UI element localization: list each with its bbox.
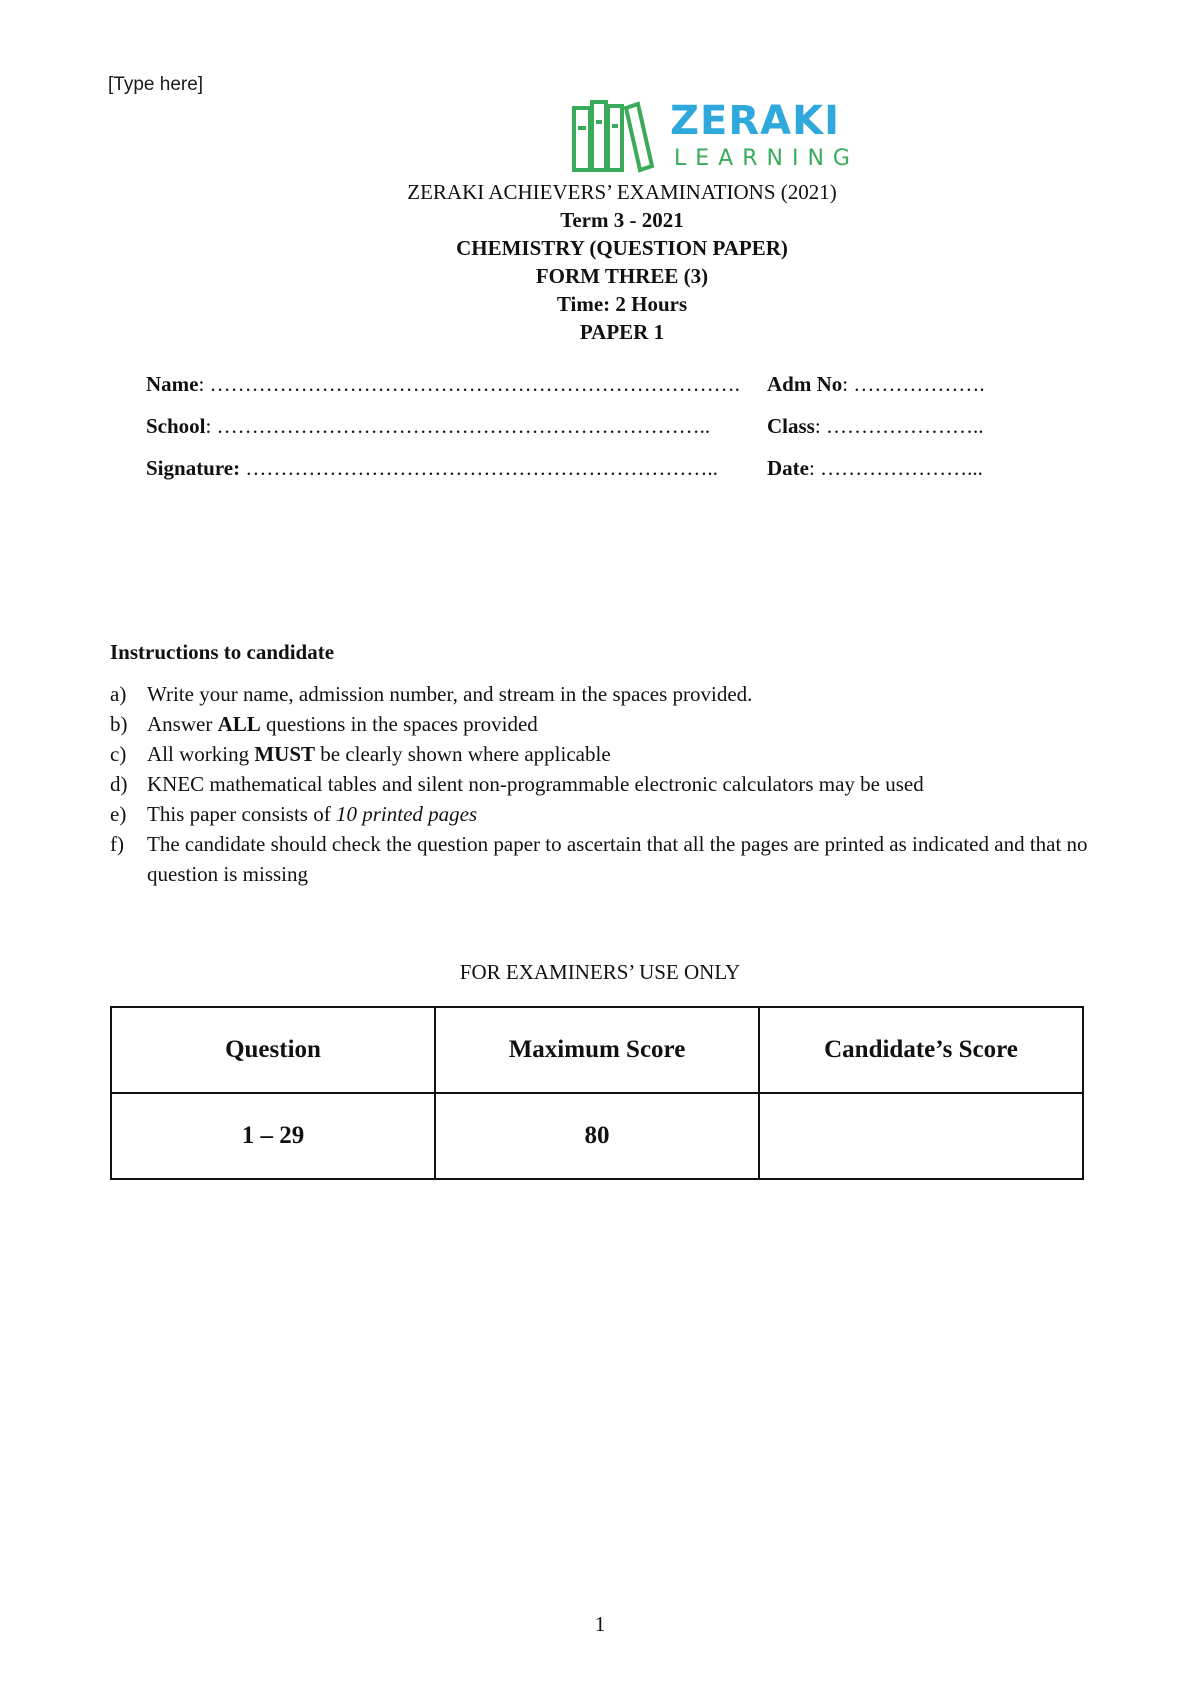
instruction-text-post: be clearly shown where applicable	[315, 742, 611, 766]
logo-wordmark: ZERAKI	[670, 98, 840, 144]
table-header-cell: Maximum Score	[435, 1007, 759, 1093]
instruction-text: Write your name, admission number, and stream in the spaces provided.	[147, 682, 753, 706]
instruction-text-pre: All working	[147, 742, 255, 766]
school-dots: : ……………………………………………………………..	[205, 414, 711, 438]
logo-subtitle: LEARNING	[674, 146, 859, 171]
instruction-marker: b)	[110, 712, 128, 736]
table-header-cell: Question	[111, 1007, 435, 1093]
instruction-marker: f)	[110, 832, 124, 856]
table-header-row	[111, 1007, 1083, 1093]
instruction-text-pre: Answer	[147, 712, 218, 736]
date-label: Date	[767, 456, 809, 480]
instruction-text-pre: This paper consists of	[147, 802, 336, 826]
instruction-item	[110, 739, 1110, 769]
page-number: 1	[594, 1612, 606, 1636]
exam-paper: PAPER 1	[579, 320, 665, 344]
instruction-text: KNEC mathematical tables and silent non-programmable electronic calculators may be used	[147, 772, 924, 796]
date-field[interactable]	[767, 456, 983, 481]
instruction-item	[110, 679, 1110, 709]
instruction-marker: a)	[110, 682, 127, 706]
exam-term: Term 3 - 2021	[560, 208, 684, 232]
exam-time: Time: 2 Hours	[556, 292, 688, 316]
adm-no-dots: : ……………….	[842, 372, 985, 396]
class-label: Class	[767, 414, 815, 438]
school-field[interactable]	[146, 414, 710, 439]
instruction-marker: e)	[110, 802, 127, 826]
table-cell: 80	[435, 1093, 759, 1179]
books-logo-icon	[570, 98, 666, 178]
exam-title: ZERAKI ACHIEVERS’ EXAMINATIONS (2021)	[407, 180, 837, 204]
class-dots: : …………………..	[814, 414, 984, 438]
signature-label: Signature:	[146, 456, 241, 480]
class-field[interactable]	[767, 414, 983, 439]
instructions-heading: Instructions to candidate	[110, 640, 335, 664]
adm-no-label: Adm No	[767, 372, 843, 396]
instruction-marker: d)	[110, 772, 128, 796]
instruction-item	[110, 799, 1110, 829]
name-label: Name	[146, 372, 199, 396]
header-placeholder: [Type here]	[108, 74, 204, 95]
table-cell: 1 – 29	[111, 1093, 435, 1179]
table-header-cell: Candidate’s Score	[759, 1007, 1083, 1093]
school-label: School	[146, 414, 206, 438]
examiners-use-title: FOR EXAMINERS’ USE ONLY	[459, 960, 741, 984]
instructions-section	[110, 640, 1110, 889]
instruction-item	[110, 709, 1110, 739]
exam-subject: CHEMISTRY (QUESTION PAPER)	[456, 236, 788, 260]
date-dots: : …………………...	[808, 456, 983, 480]
instruction-marker: c)	[110, 742, 127, 766]
signature-dots: …………………………………………………………..	[240, 456, 718, 480]
name-field[interactable]	[146, 372, 740, 397]
table-row	[111, 1093, 1083, 1179]
zeraki-logo	[570, 98, 870, 178]
adm-no-field[interactable]	[767, 372, 985, 397]
instruction-item	[110, 829, 1110, 889]
instruction-text: The candidate should check the question paper to ascertain that all the pages are printed as indicated and that no question is missing	[147, 832, 1088, 886]
instruction-italic: 10 printed pages	[335, 802, 478, 826]
exam-title-block	[0, 178, 1200, 346]
instruction-emphasis: ALL	[217, 712, 261, 736]
candidate-score-cell[interactable]	[759, 1093, 1083, 1179]
instruction-item	[110, 769, 1110, 799]
instruction-text-post: questions in the spaces provided	[260, 712, 538, 736]
exam-form: FORM THREE (3)	[535, 264, 709, 288]
name-dots: : ………………………………………………………………….	[198, 372, 740, 396]
instruction-emphasis: MUST	[254, 742, 316, 766]
signature-field[interactable]	[146, 456, 718, 481]
examiners-score-table	[110, 1006, 1084, 1180]
